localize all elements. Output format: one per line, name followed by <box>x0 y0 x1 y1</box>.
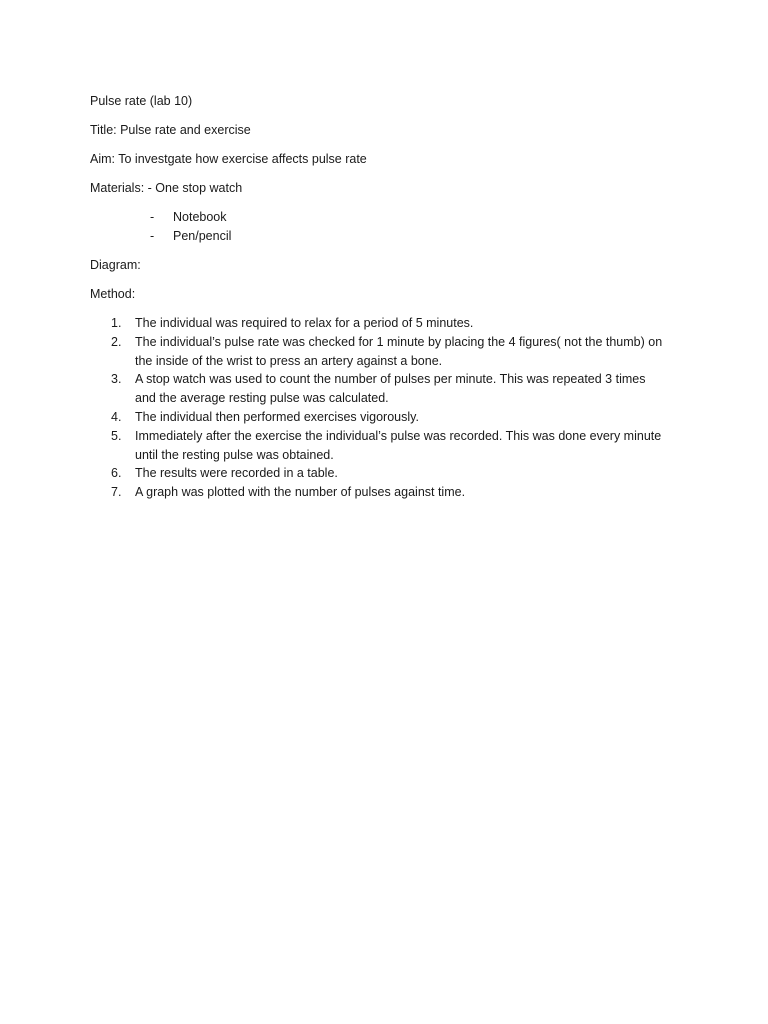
method-step <box>0 427 680 465</box>
diagram-label: Diagram: <box>90 258 141 272</box>
title-line: Title: Pulse rate and exercise <box>90 123 251 137</box>
step-number: 4. <box>111 409 122 424</box>
method-step <box>0 314 680 333</box>
step-number: 1. <box>111 316 122 330</box>
step-number: 5. <box>111 428 122 443</box>
materials-item <box>150 208 227 227</box>
step-text-line: and the average resting pulse was calculated. <box>135 391 389 406</box>
step-text-line: The individual then performed exercises vigorously. <box>135 409 419 424</box>
materials-item-text: Pen/pencil <box>173 229 232 243</box>
step-text-line: until the resting pulse was obtained. <box>135 447 334 462</box>
materials-item-text: Notebook <box>173 210 227 224</box>
method-step <box>0 408 680 427</box>
method-step <box>0 370 680 408</box>
step-text-line: Immediately after the exercise the individual’s pulse was recorded. This was done every minute <box>135 428 662 443</box>
step-text-line: The results were recorded in a table. <box>135 466 338 481</box>
method-step <box>0 483 680 502</box>
step-number: 2. <box>111 334 122 349</box>
step-number: 6. <box>111 466 122 481</box>
method-step <box>0 464 680 483</box>
step-number: 3. <box>111 372 122 387</box>
method-step <box>0 333 680 371</box>
step-text-line: The individual’s pulse rate was checked for 1 minute by placing the 4 figures( not the thumb) on <box>135 334 663 349</box>
materials-line: Materials: - One stop watch <box>90 181 243 195</box>
step-text-line: The individual was required to relax for a period of 5 minutes. <box>135 316 474 330</box>
step-text-line: the inside of the wrist to press an artery against a bone. <box>135 353 443 368</box>
step-text-line: A graph was plotted with the number of pulses against time. <box>135 485 466 500</box>
method-label: Method: <box>90 287 136 301</box>
aim-line: Aim: To investgate how exercise affects pulse rate <box>90 152 367 166</box>
bullet-dash: - <box>150 229 155 243</box>
bullet-dash: - <box>150 210 155 224</box>
document-heading: Pulse rate (lab 10) <box>90 94 193 108</box>
step-text-line: A stop watch was used to count the number of pulses per minute. This was repeated 3 times <box>135 372 646 387</box>
method-list <box>0 314 768 502</box>
materials-item <box>150 227 231 246</box>
step-number: 7. <box>111 485 122 500</box>
